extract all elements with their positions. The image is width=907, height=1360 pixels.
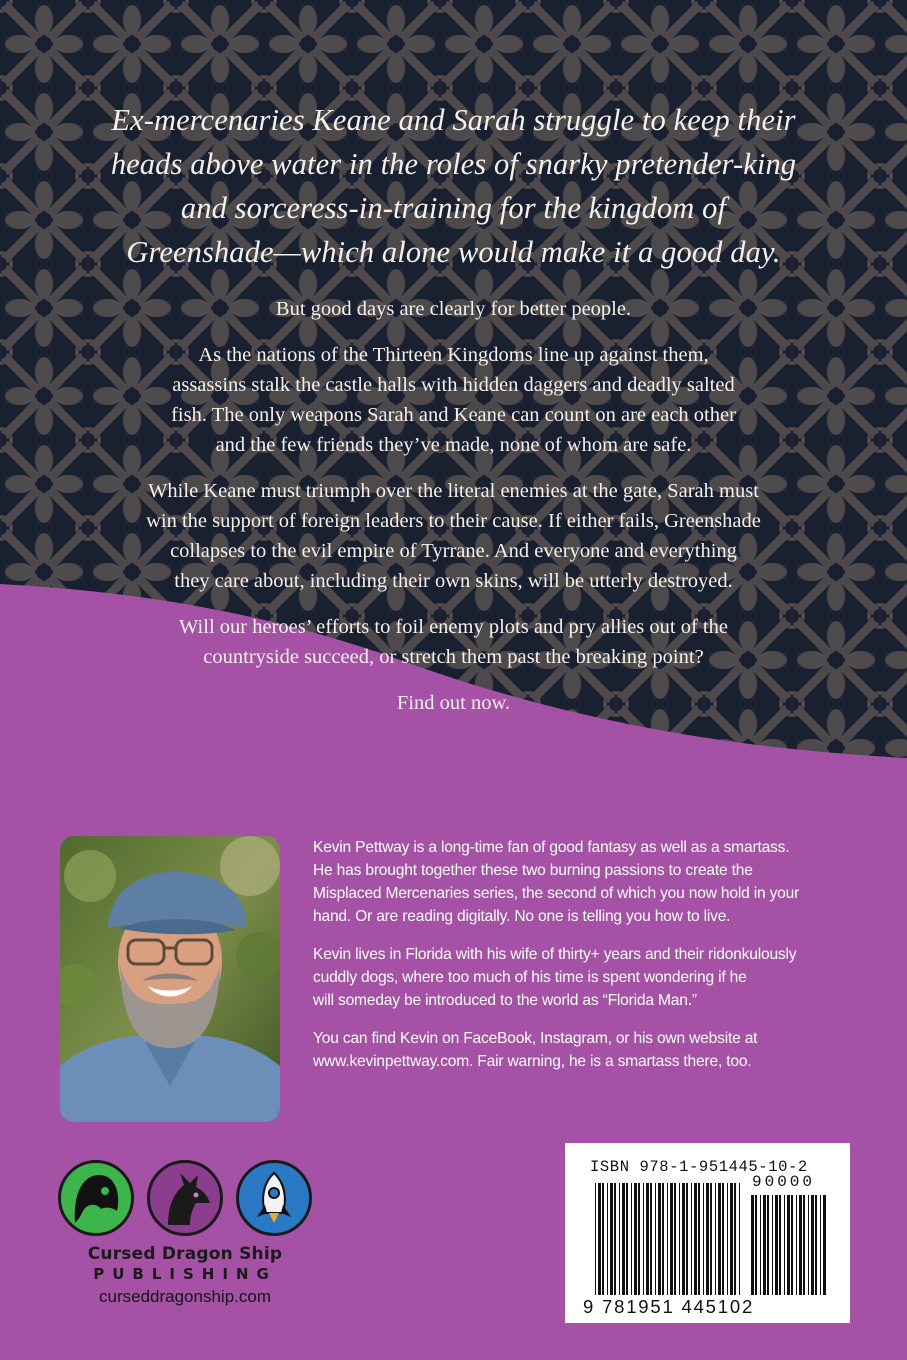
barcode-bar [706,1183,709,1295]
isbn-number: ISBN 978-1-951445-10-2 [590,1158,808,1176]
barcode-bar [595,1183,596,1295]
tagline-line: and sorceress-in-training for the kingdom of [180,191,727,225]
barcode-bar [803,1195,805,1295]
tagline-line: heads above water in the roles of snarky pretender-king [110,147,797,181]
barcode-bar [662,1183,664,1295]
text-line: While Keane must triumph over the literal enemies at the gate, Sarah must [148,480,759,502]
barcode-bar [739,1183,740,1295]
barcode-bar [622,1183,625,1295]
barcode-bar [820,1195,821,1295]
barcode-bar [638,1183,640,1295]
barcode-bar [760,1195,761,1295]
author-bio [313,836,873,1088]
text-line: cuddly dogs, where too much of his time is spent wondering if he [313,969,747,986]
bio-paragraph [313,943,873,1012]
barcode-bar [823,1195,826,1295]
barcode-bar [703,1183,704,1295]
description-paragraph [50,688,857,718]
barcode-bar [755,1195,757,1295]
barcode-bar [779,1195,781,1295]
barcode-bar [634,1183,637,1295]
book-description [50,294,857,734]
barcode-bar [658,1183,661,1295]
barcode-bar [619,1183,620,1295]
isbn-barcode [565,1143,850,1323]
barcode-bar [796,1195,797,1295]
publisher-subtitle: PUBLISHING [93,1265,277,1283]
text-line: Find out now. [396,692,511,714]
barcode-bar [718,1183,721,1295]
barcode-bar [791,1195,793,1295]
publisher-icons [50,1160,320,1240]
barcode-bar [727,1183,728,1295]
bio-paragraph [313,836,873,928]
text-line: Kevin lives in Florida with his wife of thirty+ years and their ridonkulously [313,946,797,963]
barcode-bar [655,1183,656,1295]
publisher-logo [50,1160,320,1307]
description-paragraph [50,294,857,324]
barcode-bar [674,1183,676,1295]
barcode-bar [784,1195,785,1295]
tagline-line: Ex-mercenaries Keane and Sarah struggle to keep their [111,103,796,137]
author-photo [60,836,280,1122]
text-line: they care about, including their own skins, will be utterly destroyed. [174,570,733,592]
barcode-bar [602,1183,604,1295]
barcode-bar [775,1195,778,1295]
barcode-bar [650,1183,652,1295]
text-line: hand. Or are reading digitally. No one is telling you how to live. [313,908,731,925]
publisher-name: Cursed Dragon Ship [87,1244,283,1264]
barcode-bar [763,1195,766,1295]
text-line: You can find Kevin on FaceBook, Instagram, or his own website at [313,1030,758,1047]
text-line: collapses to the evil empire of Tyrrane. And everyone and everything [170,540,737,562]
text-line: fish. The only weapons Sarah and Keane can count on are each other [171,404,736,426]
barcode-bar [710,1183,712,1295]
tagline [50,98,857,274]
barcode-bar [607,1183,608,1295]
text-line: But good days are clearly for better people. [275,298,632,320]
barcode-bar [815,1195,817,1295]
barcode-bar [691,1183,692,1295]
barcode-bar [698,1183,700,1295]
description-paragraph [50,340,857,460]
barcode-bar [646,1183,649,1295]
price-code: 90000 [752,1173,816,1191]
barcode-bar [715,1183,716,1295]
barcode-bar [610,1183,613,1295]
text-line: He has brought together these two burning passions to create the [313,862,753,879]
green-hooded-figure-icon [58,1160,134,1236]
text-line: As the nations of the Thirteen Kingdoms line up against them, [198,344,709,366]
barcode-bar [767,1195,769,1295]
barcode-bar [734,1183,736,1295]
text-line: win the support of foreign leaders to their cause. If either fails, Greenshade [146,510,761,532]
bio-paragraph [313,1027,873,1073]
barcode-bar [799,1195,802,1295]
barcode-bar [751,1195,754,1295]
barcode-bar [626,1183,628,1295]
text-line: www.kevinpettway.com. Fair warning, he is a smartass there, too. [313,1053,752,1070]
text-line: countryside succeed, or stretch them past the breaking point? [203,646,704,668]
barcode-bar [694,1183,697,1295]
barcode-bar [811,1195,814,1295]
barcode-bar [808,1195,809,1295]
blue-rocket-ship-icon [236,1160,312,1236]
text-line: assassins stalk the castle halls with hidden daggers and deadly salted [172,374,735,396]
barcode-bar [679,1183,680,1295]
text-line: Kevin Pettway is a long-time fan of good fantasy as well as a smartass. [313,839,790,856]
text-line: Will our heroes’ efforts to foil enemy plots and pry allies out of the [179,616,728,638]
barcode-bar [614,1183,616,1295]
text-line: Misplaced Mercenaries series, the second of which you now hold in your [313,885,800,902]
publisher-url[interactable]: curseddragonship.com [99,1287,271,1306]
barcode-bar [598,1183,601,1295]
barcode-bar [643,1183,644,1295]
text-line: and the few friends they’ve made, none of whom are safe. [215,434,692,456]
barcode-bar [667,1183,668,1295]
barcode-bar [730,1183,733,1295]
barcode-digits: 9 781951 445102 [583,1296,755,1317]
barcode-bar [722,1183,724,1295]
barcode-bar [772,1195,773,1295]
barcode-bar [670,1183,673,1295]
description-paragraph [50,612,857,672]
tagline-line: Greenshade—which alone would make it a good day. [126,235,781,269]
barcode-bar [686,1183,688,1295]
description-paragraph [50,476,857,596]
text-line: will someday be introduced to the world as “Florida Man.” [313,992,697,1009]
barcode-bar [631,1183,632,1295]
barcode-bar [787,1195,790,1295]
purple-dragon-icon [147,1160,223,1236]
barcode-bar [682,1183,685,1295]
